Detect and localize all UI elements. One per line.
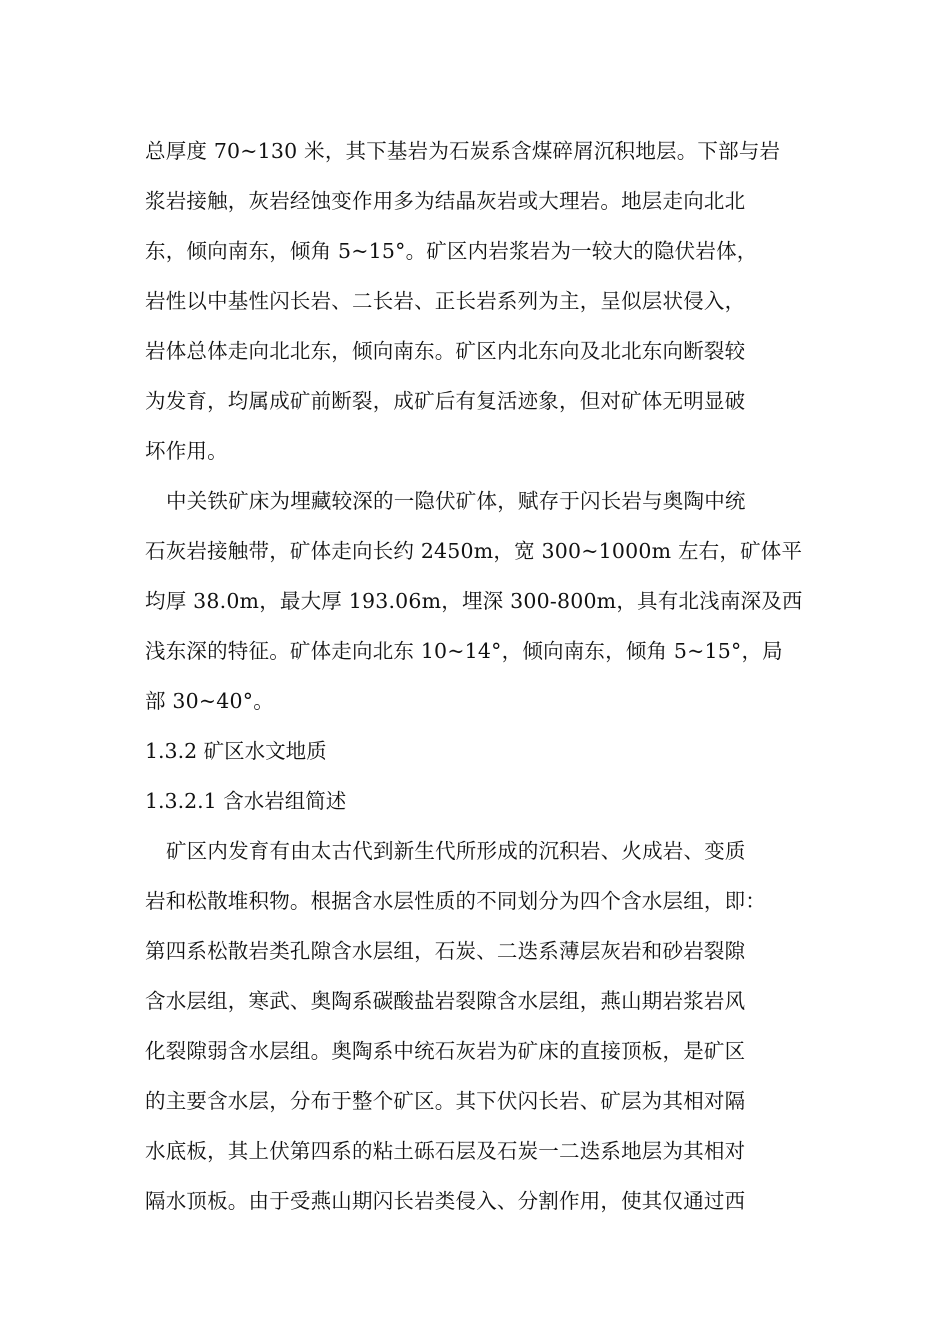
paragraph-3-line-8: 隔水顶板。由于受燕山期闪长岩类侵入、分割作用，使其仅通过西 [145,1189,746,1213]
paragraph-1-line-4: 岩性以中基性闪长岩、二长岩、正长岩系列为主，呈似层状侵入， [145,289,746,313]
paragraph-1-line-6: 为发育，均属成矿前断裂，成矿后有复活迹象，但对矿体无明显破 [145,389,746,413]
paragraph-2-line-1: 中关铁矿床为埋藏较深的一隐伏矿体，赋存于闪长岩与奥陶中统 [166,489,746,513]
paragraph-3-line-5: 化裂隙弱含水层组。奥陶系中统石灰岩为矿床的直接顶板，是矿区 [145,1039,746,1063]
paragraph-3-line-1: 矿区内发育有由太古代到新生代所形成的沉积岩、火成岩、变质 [166,839,746,863]
paragraph-1-line-3: 东，倾向南东，倾角 5~15°。矿区内岩浆岩为一较大的隐伏岩体， [145,239,758,263]
paragraph-2-line-3: 均厚 38.0m，最大厚 193.06m，埋深 300-800m，具有北浅南深及西 [145,589,803,613]
paragraph-1-line-7: 坏作用。 [145,439,228,463]
subsection-heading-1-3-2-1: 1.3.2.1 含水岩组简述 [145,789,347,813]
paragraph-3-line-4: 含水层组，寒武、奥陶系碳酸盐岩裂隙含水层组，燕山期岩浆岩风 [145,989,746,1013]
section-heading-1-3-2: 1.3.2 矿区水文地质 [145,739,327,763]
paragraph-1-line-1: 总厚度 70~130 米，其下基岩为石炭系含煤碎屑沉积地层。下部与岩 [145,139,781,163]
paragraph-2-line-5: 部 30~40°。 [145,689,274,713]
paragraph-2-line-4: 浅东深的特征。矿体走向北东 10~14°，倾向南东，倾角 5~15°，局 [145,639,783,663]
paragraph-1-line-5: 岩体总体走向北北东，倾向南东。矿区内北东向及北北东向断裂较 [145,339,746,363]
paragraph-3-line-3: 第四系松散岩类孔隙含水层组，石炭、二迭系薄层灰岩和砂岩裂隙 [145,939,746,963]
paragraph-3-line-7: 水底板，其上伏第四系的粘土砾石层及石炭一二迭系地层为其相对 [145,1139,746,1163]
paragraph-3-line-2: 岩和松散堆积物。根据含水层性质的不同划分为四个含水层组，即： [145,889,766,913]
paragraph-1-line-2: 浆岩接触，灰岩经蚀变作用多为结晶灰岩或大理岩。地层走向北北 [145,189,746,213]
paragraph-3-line-6: 的主要含水层，分布于整个矿区。其下伏闪长岩、矿层为其相对隔 [145,1089,746,1113]
paragraph-2-line-2: 石灰岩接触带，矿体走向长约 2450m，宽 300~1000m 左右，矿体平 [145,539,803,563]
